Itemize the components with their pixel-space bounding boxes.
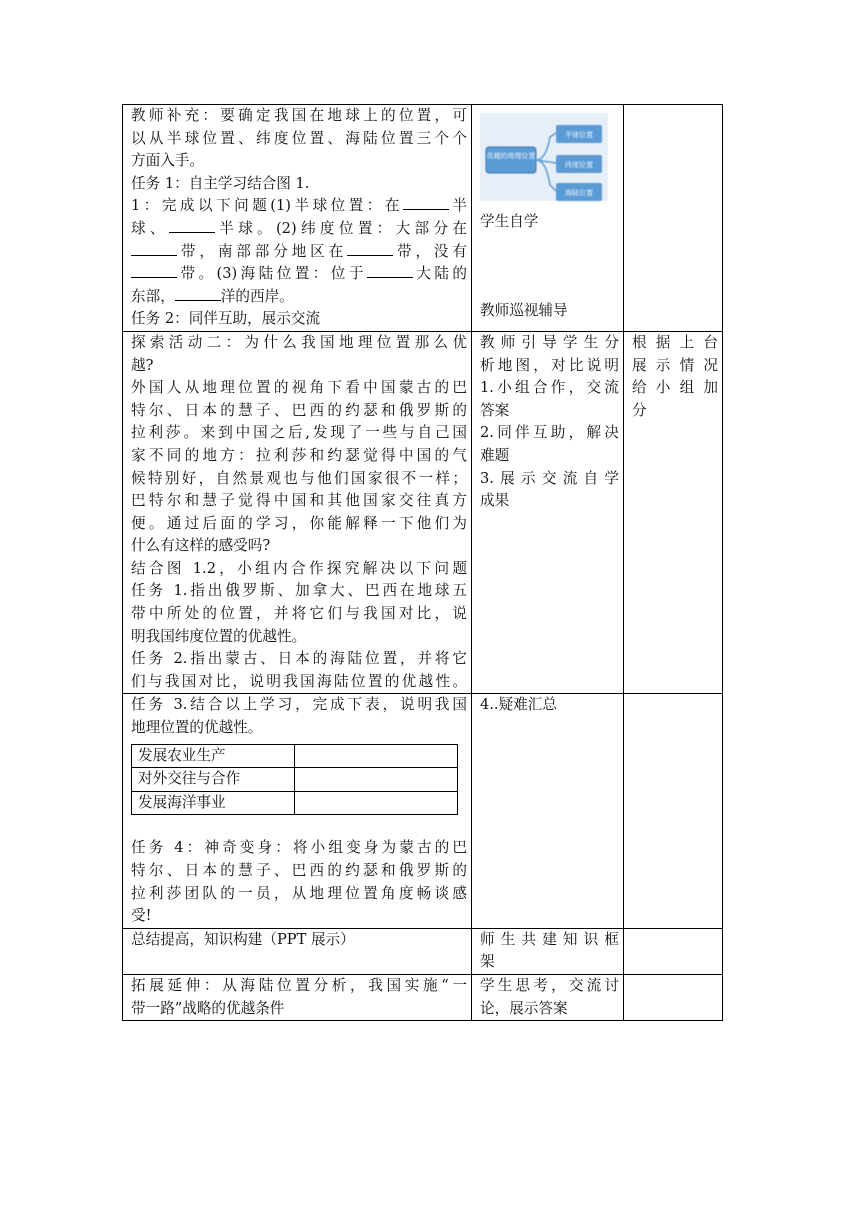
activity-cell bbox=[472, 974, 624, 1020]
table-row bbox=[132, 744, 458, 768]
text-segment: 东部， bbox=[131, 287, 175, 305]
branch-label: 半球位置 bbox=[565, 131, 593, 139]
text-line: 任务 1：自主学习结合图 1. bbox=[131, 174, 310, 192]
blank bbox=[347, 241, 393, 256]
text-segment: 大陆的 bbox=[412, 265, 467, 283]
table-cell: 发展农业生产 bbox=[132, 744, 295, 768]
text-line: 总结提高，知识构建（PPT 展示） bbox=[131, 930, 355, 948]
text-line: 家不同的地方：拉利莎和约瑟觉得中国的气 bbox=[131, 446, 467, 464]
text-line: 根据上台 bbox=[632, 333, 718, 351]
center-node-label: 优越的地理位置 bbox=[486, 152, 536, 160]
text-line: 4..疑难汇总 bbox=[480, 696, 557, 714]
lesson-plan-table bbox=[122, 104, 723, 1021]
text-line: 任务 2.指出蒙古、日本的海陆位置，并将它 bbox=[131, 650, 467, 668]
text-line: 特尔、日本的慧子、巴西的约瑟和俄罗斯的 bbox=[131, 401, 467, 419]
text-line: 1.小组合作，交流 bbox=[480, 379, 619, 397]
text-line: 们与我国对比，说明我国海陆位置的优越性。 bbox=[131, 672, 467, 690]
evaluation-cell bbox=[624, 928, 723, 974]
blank bbox=[169, 218, 215, 233]
text-segment: 带，南部部分地区在 bbox=[177, 242, 348, 260]
text-line: 拓展延伸：从海陆位置分析，我国实施“一 bbox=[131, 976, 467, 994]
text-segment: 带，没有 bbox=[393, 242, 467, 260]
text-line: 什么有这样的感受吗? bbox=[131, 537, 271, 555]
text-line: 特尔、日本的慧子、巴西的约瑟和俄罗斯的 bbox=[131, 862, 467, 879]
content-cell bbox=[123, 928, 472, 974]
text-line: 展示情况 bbox=[632, 356, 718, 374]
text-line: 探索活动二：为什么我国地理位置那么优 bbox=[131, 333, 467, 351]
table-row bbox=[132, 768, 458, 792]
fill-blank-line bbox=[131, 286, 467, 309]
text-line: 3.展示交流自学 bbox=[480, 469, 619, 487]
text-line: 学生自学 bbox=[480, 213, 539, 230]
activity-cell bbox=[472, 331, 624, 694]
text-line: 候特别好，自然景观也与他们国家很不一样； bbox=[131, 469, 467, 487]
blank bbox=[175, 286, 221, 301]
text-line: 带一路”战略的优越条件 bbox=[131, 999, 285, 1017]
fill-blank-line bbox=[131, 241, 467, 264]
text-line: 拉利莎。来到中国之后,发现了一些与自己国 bbox=[131, 424, 467, 442]
text-line: 任务 1.指出俄罗斯、加拿大、巴西在地球五 bbox=[131, 582, 467, 600]
text-line: 便。通过后面的学习，你能解释一下他们为 bbox=[131, 514, 467, 532]
answer-cell[interactable] bbox=[295, 744, 458, 768]
mind-map-svg bbox=[480, 113, 608, 201]
text-segment: 带。(3)海陆位置：位于 bbox=[177, 265, 367, 283]
text-line: 巴特尔和慧子觉得中国和其他国家交往真方 bbox=[131, 492, 467, 510]
table-row bbox=[123, 694, 723, 928]
fill-blank-line bbox=[131, 218, 467, 241]
text-line: 分 bbox=[632, 401, 647, 419]
table-row bbox=[123, 105, 723, 332]
content-cell bbox=[123, 694, 472, 928]
text-line: 教师补充：要确定我国在地球上的位置，可 bbox=[131, 107, 467, 124]
table-cell: 对外交往与合作 bbox=[132, 768, 295, 792]
answer-cell[interactable] bbox=[295, 791, 458, 815]
text-segment: 洋的西岸。 bbox=[220, 287, 294, 305]
text-line: 地理位置的优越性。 bbox=[131, 719, 263, 737]
blank bbox=[131, 241, 177, 256]
text-line: 答案 bbox=[480, 401, 510, 419]
table-row bbox=[132, 791, 458, 815]
text-line: 架 bbox=[480, 953, 495, 971]
fill-blank-line bbox=[131, 263, 467, 286]
blank bbox=[403, 195, 449, 210]
text-line: 越? bbox=[131, 356, 154, 374]
branch-label: 海陆位置 bbox=[565, 189, 593, 197]
text-line: 析地图，对比说明 bbox=[480, 356, 619, 374]
table-cell: 发展海洋事业 bbox=[132, 791, 295, 815]
text-line: 教师巡视辅导 bbox=[480, 301, 568, 319]
mind-map-diagram bbox=[480, 113, 608, 201]
blank bbox=[367, 263, 413, 278]
text-line: 任务 2：同伴互助，展示交流 bbox=[131, 310, 321, 328]
evaluation-cell bbox=[624, 974, 723, 1020]
text-line: 以从半球位置、纬度位置、海陆位置三个个 bbox=[131, 129, 467, 147]
text-segment: 1：完成以下问题(1)半球位置：在 bbox=[131, 197, 403, 215]
text-line: 教师引导学生分 bbox=[480, 333, 619, 351]
text-line: 明我国纬度位置的优越性。 bbox=[131, 627, 307, 645]
blank bbox=[131, 263, 177, 278]
text-segment: 半球。(2)纬度位置：大部分在 bbox=[214, 219, 467, 237]
text-line: 带中所处的位置，并将它们与我国对比，说 bbox=[131, 605, 467, 623]
activity-cell bbox=[472, 928, 624, 974]
content-cell bbox=[123, 974, 472, 1020]
evaluation-cell bbox=[624, 105, 723, 332]
center-node bbox=[486, 147, 536, 173]
activity-cell bbox=[472, 105, 624, 332]
text-line: 外国人从地理位置的视角下看中国蒙古的巴 bbox=[131, 379, 467, 397]
evaluation-cell bbox=[624, 331, 723, 694]
text-line: 学生思考，交流讨 bbox=[480, 976, 619, 994]
text-line: 论，展示答案 bbox=[480, 999, 568, 1017]
text-line: 受! bbox=[131, 907, 152, 925]
table-row bbox=[123, 331, 723, 694]
text-line: 难题 bbox=[480, 446, 510, 464]
text-line: 给小组加 bbox=[632, 379, 718, 397]
text-line: 结合图 1.2，小组内合作探究解决以下问题 bbox=[131, 559, 467, 577]
content-cell bbox=[123, 105, 472, 332]
text-segment: 球、 bbox=[131, 219, 169, 237]
text-line: 任务 4：神奇变身：将小组变身为蒙古的巴 bbox=[131, 839, 467, 857]
advantage-table bbox=[131, 744, 458, 816]
activity-cell bbox=[472, 694, 624, 928]
text-line: 成果 bbox=[480, 492, 510, 510]
table-row bbox=[123, 928, 723, 974]
text-segment: 半 bbox=[448, 197, 467, 215]
text-line: 2.同伴互助，解决 bbox=[480, 424, 619, 442]
text-line: 拉利莎团队的一员，从地理位置角度畅谈感 bbox=[131, 884, 467, 902]
fill-blank-line bbox=[131, 195, 467, 218]
table-row bbox=[123, 974, 723, 1020]
text-line: 任务 3.结合以上学习，完成下表，说明我国 bbox=[131, 696, 467, 714]
content-cell bbox=[123, 331, 472, 694]
answer-cell[interactable] bbox=[295, 768, 458, 792]
evaluation-cell bbox=[624, 694, 723, 928]
text-line: 师生共建知识框 bbox=[480, 930, 619, 948]
text-line: 方面入手。 bbox=[131, 152, 204, 170]
branch-label: 纬度位置 bbox=[565, 161, 593, 169]
